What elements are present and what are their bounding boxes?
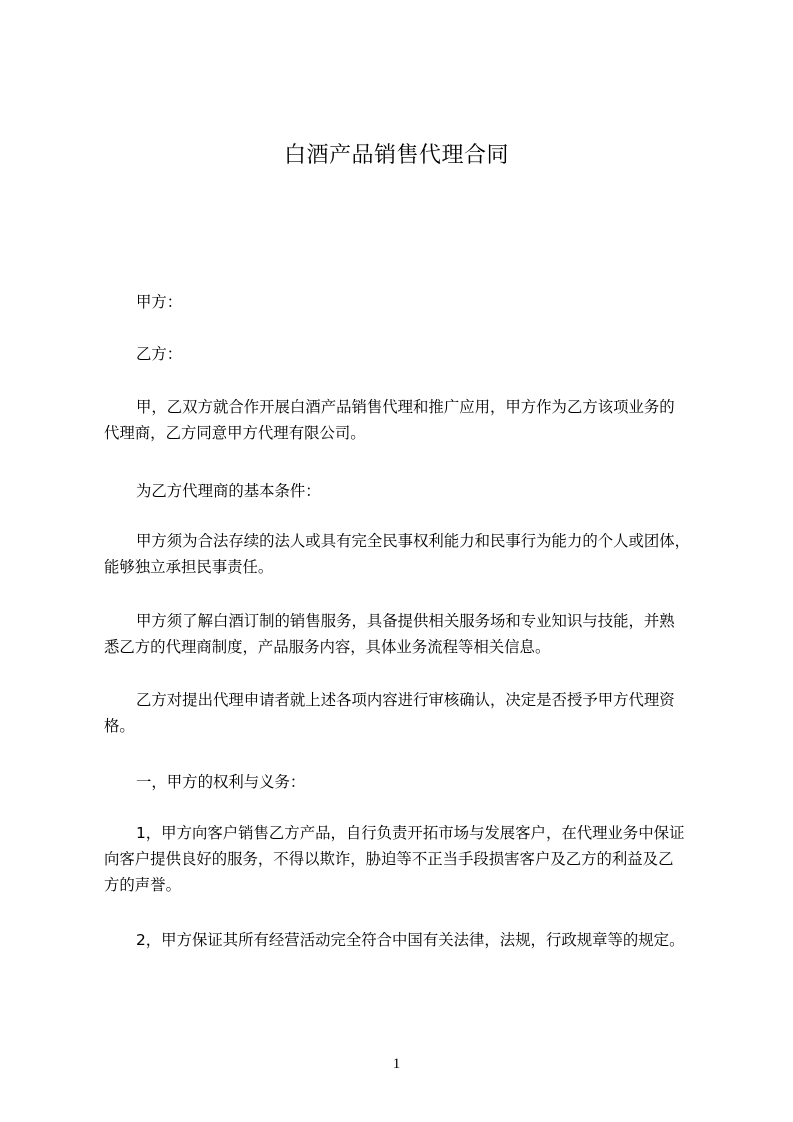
intro-paragraph <box>104 394 708 446</box>
clause-2-line-1: 2，甲方保证其所有经营活动完全符合中国有关法律，法规，行政规章等的规定。 <box>136 931 685 949</box>
condition-1-paragraph <box>104 528 708 580</box>
condition-1-line-2: 能够独立承担民事责任。 <box>104 558 274 576</box>
page-number: 1 <box>392 1056 401 1072</box>
conditions-heading <box>104 478 708 504</box>
party-a-text: 甲方： <box>136 293 183 311</box>
clause-1-line-2: 向客户提供良好的服务，不得以欺诈，胁迫等不正当手段损害客户及乙方的利益及乙 <box>104 850 674 868</box>
condition-2-paragraph <box>104 608 708 660</box>
condition-3-paragraph <box>104 687 708 739</box>
section-1-heading-text: 一，甲方的权利与义务： <box>136 773 306 791</box>
condition-2-line-2: 悉乙方的代理商制度，产品服务内容，具体业务流程等相关信息。 <box>104 638 551 656</box>
condition-3-line-1: 乙方对提出代理申请者就上述各项内容进行审核确认，决定是否授予甲方代理资 <box>136 691 675 709</box>
condition-1-line-1: 甲方须为合法存续的法人或具有完全民事权利能力和民事行为能力的个人或团体， <box>136 532 691 550</box>
party-b-label <box>104 341 708 367</box>
intro-line-2: 代理商，乙方同意甲方代理有限公司。 <box>104 424 366 442</box>
clause-1-paragraph <box>104 820 708 898</box>
section-1-heading <box>104 769 708 795</box>
intro-line-1: 甲，乙双方就合作开展白酒产品销售代理和推广应用，甲方作为乙方该项业务的 <box>136 398 675 416</box>
conditions-heading-text: 为乙方代理商的基本条件： <box>136 482 321 500</box>
clause-2-paragraph <box>104 927 708 953</box>
document-title: 白酒产品销售代理合同 <box>283 143 509 168</box>
clause-1-line-1: 1，甲方向客户销售乙方产品，自行负责开拓市场与发展客户，在代理业务中保证 <box>136 824 685 842</box>
party-b-text: 乙方： <box>136 345 183 363</box>
condition-3-line-2: 格。 <box>104 717 135 735</box>
party-a-label <box>104 289 708 315</box>
condition-2-line-1: 甲方须了解白酒订制的销售服务，具备提供相关服务场和专业知识与技能，并熟 <box>136 612 675 630</box>
clause-1-line-3: 方的声誉。 <box>104 876 181 894</box>
